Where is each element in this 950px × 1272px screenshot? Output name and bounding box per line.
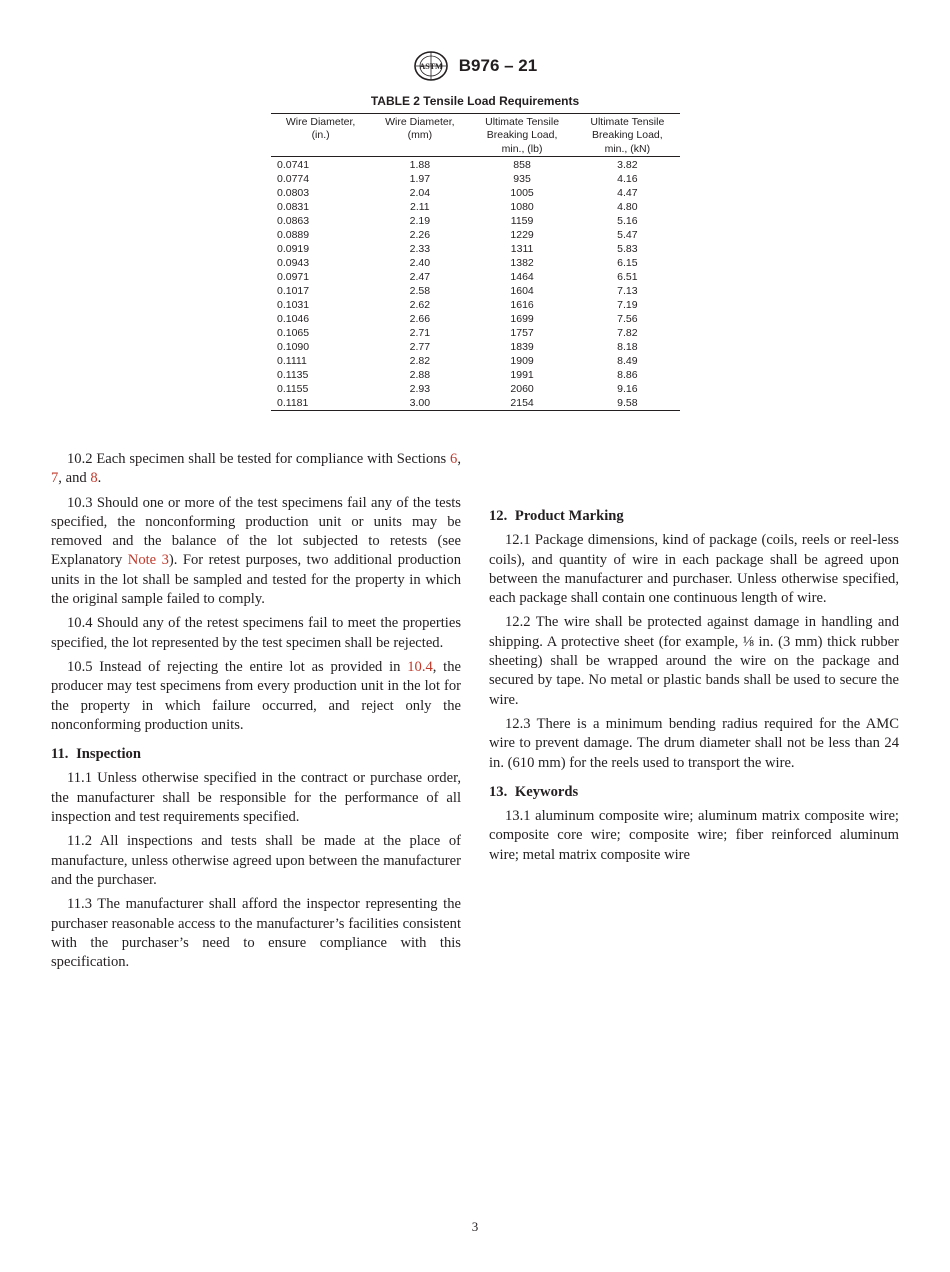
table-cell: 2.93 xyxy=(409,383,431,396)
table-cell: 0.1017 xyxy=(277,285,310,298)
table-cell: 2.88 xyxy=(409,369,431,382)
table-row xyxy=(271,284,680,298)
table-row xyxy=(271,382,680,396)
table-cell: 0.0774 xyxy=(277,173,310,186)
paragraph-10-3: 10.3 Should one or more of the test specimens fail any of the tests specified, the nonconforming production unit or units may be removed and the balance of the lot subjected to retests (see Explanatory Note 3). For retest purposes, two additional production units in the lot shall be sampled and tested for the property in which the original sample failed to comply. xyxy=(51,494,461,608)
section-12-heading: 12. Product Marking xyxy=(489,508,624,524)
paragraph-10-4: 10.4 Should any of the retest specimens fail to meet the properties specified, the lot represented by the test specimen shall be rejected. xyxy=(51,615,461,651)
table-cell: 2.33 xyxy=(409,243,431,256)
table-cell: 0.0971 xyxy=(277,271,310,284)
table-row xyxy=(271,157,680,173)
table-cell: 0.1090 xyxy=(277,341,310,354)
table-cell: 1382 xyxy=(510,257,534,270)
table-cell: 1.97 xyxy=(409,173,431,186)
paragraph-11-3: 11.3 The manufacturer shall afford the inspector representing the purchaser reasonable access to the manufacturer’s facilities consistent with the purchaser’s need to ensure compliance with this specification. xyxy=(51,896,461,971)
table-cell: 1311 xyxy=(510,243,534,256)
table-row xyxy=(271,396,680,411)
table-row xyxy=(271,354,680,368)
table-cell: 0.0741 xyxy=(277,159,310,172)
table-cell: 0.0919 xyxy=(277,243,310,256)
table-cell: 8.18 xyxy=(617,341,638,354)
table-cell: 0.1181 xyxy=(271,396,370,411)
table-cell: 7.56 xyxy=(617,313,638,326)
paragraph-10-2: 10.2 Each specimen shall be tested for compliance with Sections 6, 7, and 8. xyxy=(51,451,461,487)
table-cell: 2.58 xyxy=(409,285,431,298)
table-cell: 4.47 xyxy=(617,187,638,200)
table-cell: 2.82 xyxy=(409,355,431,368)
table-cell: 1616 xyxy=(510,299,534,312)
table-cell: 858 xyxy=(513,159,531,172)
table-cell: 0.1135 xyxy=(277,369,309,382)
table-cell: 0.0943 xyxy=(277,257,310,270)
table-row xyxy=(271,172,680,186)
paragraph-10-5: 10.5 Instead of rejecting the entire lot as provided in 10.4, the producer may test specimens from every production unit in the lot for the property in which failure occurred, and reject only the nonconforming production units. xyxy=(51,658,461,733)
svg-text:ASTM: ASTM xyxy=(419,62,443,71)
table-cell: 1005 xyxy=(510,187,534,200)
table-cell: 1757 xyxy=(510,327,534,340)
table-cell: 2.11 xyxy=(409,201,430,214)
column-header: Wire Diameter, (in.) xyxy=(271,114,370,157)
table-row xyxy=(271,298,680,312)
tensile-load-table xyxy=(271,113,680,411)
table-cell: 1909 xyxy=(510,355,534,368)
table-cell: 1159 xyxy=(510,215,534,228)
table-cell: 6.51 xyxy=(617,271,638,284)
section-link-8[interactable]: 8 xyxy=(90,470,98,487)
table-cell: 5.83 xyxy=(617,243,638,256)
paragraph-12-1: 12.1 Package dimensions, kind of package (coils, reels or reel-less coils), and quantity of wire in each package shall be agreed upon between the manufacturer and purchaser. Unless otherwise specified, each package shall contain one continuous length of wire. xyxy=(489,532,899,607)
table-cell: 0.1111 xyxy=(277,355,307,368)
table-cell: 1839 xyxy=(510,341,534,354)
table-row xyxy=(271,242,680,256)
table-cell: 0.1046 xyxy=(277,313,310,326)
table-cell: 0.1031 xyxy=(277,299,310,312)
document-number: B976 – 21 xyxy=(458,56,538,75)
table-cell: 1604 xyxy=(510,285,534,298)
table-cell: 1699 xyxy=(510,313,534,326)
table-cell: 2.66 xyxy=(409,313,431,326)
table-cell: 2.04 xyxy=(409,187,431,200)
table-cell: 0.1065 xyxy=(277,327,310,340)
table-row xyxy=(271,368,680,382)
table-cell: 1229 xyxy=(510,229,534,242)
section-11-heading: 11. Inspection xyxy=(51,746,141,763)
table-row xyxy=(271,270,680,284)
table-cell: 7.13 xyxy=(617,285,638,298)
note-3-link[interactable]: Note 3 xyxy=(127,552,169,569)
paragraph-11-1: 11.1 Unless otherwise specified in the contract or purchase order, the manufacturer shall be responsible for the performance of all inspection and test requirements specified. xyxy=(51,770,461,826)
table-cell: 6.15 xyxy=(617,257,638,270)
table-cell: 0.0803 xyxy=(277,187,310,200)
column-header: Wire Diameter, (mm) xyxy=(370,114,469,157)
table-cell: 0.0889 xyxy=(277,229,310,242)
table-row xyxy=(271,200,680,214)
table-cell: 2060 xyxy=(510,383,534,396)
table-cell: 1.88 xyxy=(409,159,431,172)
paragraph-11-2: 11.2 All inspections and tests shall be made at the place of manufacture, unless otherwise agreed upon between the manufacturer and the purchaser. xyxy=(51,833,461,888)
table-cell: 1080 xyxy=(510,201,534,214)
table-row xyxy=(271,312,680,326)
table-row xyxy=(271,228,680,242)
table-cell: 2.62 xyxy=(409,299,431,312)
table-cell: 1464 xyxy=(510,271,534,284)
table-cell: 4.80 xyxy=(617,201,638,214)
table-cell: 4.16 xyxy=(617,173,638,186)
right-column xyxy=(489,450,899,870)
table-cell: 8.86 xyxy=(617,369,638,382)
table-cell: 2.40 xyxy=(409,257,431,270)
table-cell: 2.19 xyxy=(409,215,431,228)
table-cell: 7.82 xyxy=(617,327,638,340)
table-cell: 2.71 xyxy=(409,327,431,340)
table-cell: 3.82 xyxy=(617,159,638,172)
table-title: TABLE 2 Tensile Load Requirements xyxy=(370,94,580,108)
astm-logo-icon xyxy=(413,50,449,82)
table-cell: 8.49 xyxy=(617,355,638,368)
table-cell: 1991 xyxy=(510,369,534,382)
table-cell: 2.47 xyxy=(409,271,431,284)
table-cell: 2.26 xyxy=(409,229,431,242)
table-cell: 0.0831 xyxy=(277,201,310,214)
page-header xyxy=(0,50,950,82)
table-header-row xyxy=(271,114,680,157)
table-cell: 7.19 xyxy=(617,299,638,312)
table-cell: 0.0863 xyxy=(277,215,310,228)
table-row xyxy=(271,186,680,200)
section-13-heading: 13. Keywords xyxy=(489,783,579,800)
table-cell: 5.16 xyxy=(617,215,638,228)
table-cell: 2154 xyxy=(469,396,574,411)
paragraph-13-1: 13.1 aluminum composite wire; aluminum matrix composite wire; composite core wire; composite wire; fiber reinforced aluminum wire; metal matrix composite wire xyxy=(489,808,899,863)
column-header: Ultimate Tensile Breaking Load, min., (lb) xyxy=(469,114,574,157)
table-cell: 2.77 xyxy=(409,341,431,354)
table-cell: 935 xyxy=(513,173,531,186)
table-row xyxy=(271,340,680,354)
page-number: 3 xyxy=(471,1219,479,1234)
paragraph-12-2: 12.2 The wire shall be protected against damage in handling and shipping. A protective sheet (for example, ⅛ in. (3 mm) thick rubber sheeting) shall be wrapped around the wire on the package and secured by tape. No metal or plastic bands shall be used to secure the wire. xyxy=(489,614,899,708)
table-row xyxy=(271,214,680,228)
paragraph-12-3: 12.3 There is a minimum bending radius required for the AMC wire to prevent damage. The drum diameter shall not be less than 24 in. (610 mm) for the reels used to transport the wire. xyxy=(489,715,899,771)
section-link-10-4[interactable]: 10.4 xyxy=(407,658,433,675)
table-row xyxy=(271,326,680,340)
table-cell: 3.00 xyxy=(370,396,469,411)
section-link-6[interactable]: 6 xyxy=(450,451,458,467)
table-cell: 0.1155 xyxy=(277,383,309,396)
section-link-7[interactable]: 7 xyxy=(51,470,59,487)
table-cell: 9.58 xyxy=(575,396,680,411)
table-row xyxy=(271,256,680,270)
column-header: Ultimate Tensile Breaking Load, min., (kN) xyxy=(575,114,680,157)
table-cell: 9.16 xyxy=(617,383,638,396)
table-cell: 5.47 xyxy=(617,229,638,242)
left-column xyxy=(51,450,461,977)
